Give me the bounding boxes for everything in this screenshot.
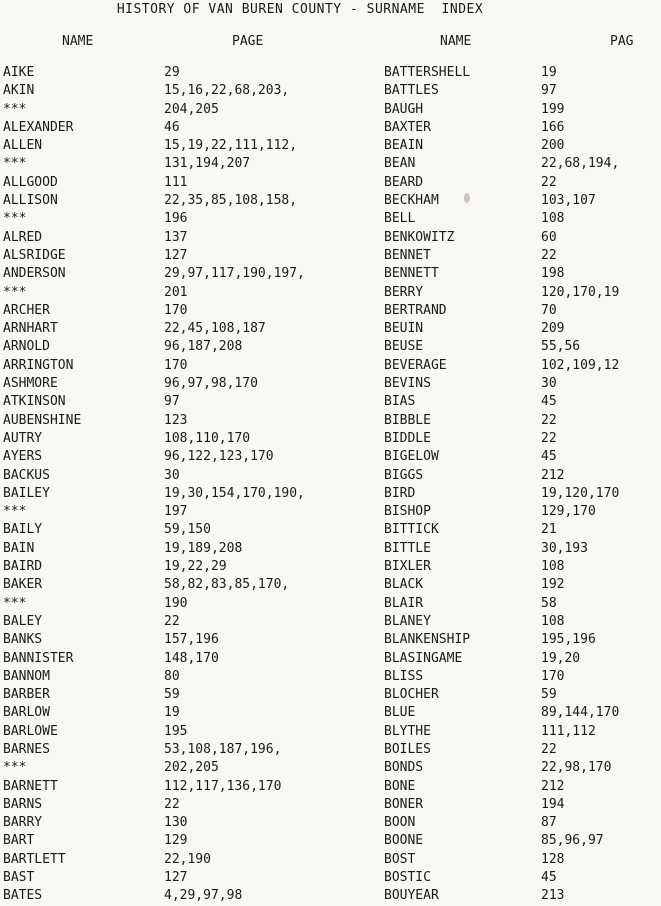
page-reference: 19 <box>541 65 557 80</box>
surname-entry: BLYTHE <box>384 723 431 739</box>
surname-entry: BERRY <box>384 284 424 300</box>
surname-entry: BARLOWE <box>3 723 58 739</box>
column-header-page-right: PAG <box>610 34 634 49</box>
page-reference: 170 <box>164 302 188 318</box>
surname-entry: *** <box>3 211 27 227</box>
page-reference: 137 <box>164 229 188 245</box>
page-reference: 120,170,19 <box>541 284 620 300</box>
page-reference: 194 <box>541 796 565 812</box>
surname-entry: BACKUS <box>3 467 50 483</box>
surname-entry: BENNET <box>384 247 431 263</box>
surname-entry: BIRD <box>384 485 416 501</box>
surname-entry: BLACK <box>384 577 424 593</box>
page-reference: 58 <box>541 595 557 611</box>
page-reference: 85,96,97 <box>541 833 604 849</box>
surname-entry: AIKE <box>3 65 35 80</box>
surname-entry: BANKS <box>3 632 43 648</box>
surname-entry: BEAIN <box>384 138 424 154</box>
surname-entry: *** <box>3 284 27 300</box>
surname-entry: BARRY <box>3 815 43 831</box>
surname-entry: BITTICK <box>384 522 439 538</box>
page-title: HISTORY OF VAN BUREN COUNTY - SURNAME INDEX <box>116 2 484 17</box>
surname-entry: BAIRD <box>3 559 43 575</box>
page-reference: 197 <box>164 504 188 520</box>
surname-entry: BATTERSHELL <box>384 65 471 80</box>
surname-entry: BLOCHER <box>384 687 439 703</box>
surname-entry: BAKER <box>3 577 43 593</box>
surname-entry: ASHMORE <box>3 376 58 392</box>
page-reference: 170 <box>541 668 565 684</box>
surname-entry: BAST <box>3 870 35 886</box>
surname-entry: BECKHAM <box>384 193 439 209</box>
surname-entry: *** <box>3 760 27 776</box>
page-reference: 199 <box>541 101 565 117</box>
surname-entry: BANNOM <box>3 668 50 684</box>
surname-entry: ALLISON <box>3 193 58 209</box>
page-reference: 19,20 <box>541 650 581 666</box>
page-reference: 97 <box>541 83 557 99</box>
surname-entry: BIDDLE <box>384 430 431 446</box>
page-reference: 213 <box>541 888 565 904</box>
right-name-column <box>384 64 534 906</box>
page-reference: 22 <box>541 430 557 446</box>
page-reference: 4,29,97,98 <box>164 888 243 904</box>
column-header-name-right: NAME <box>440 34 472 49</box>
page-reference: 96,122,123,170 <box>164 449 274 465</box>
surname-entry: BOON <box>384 815 416 831</box>
page-reference: 200 <box>541 138 565 154</box>
left-page-column <box>164 64 364 906</box>
right-page-column <box>541 64 661 906</box>
surname-entry: BOSTIC <box>384 870 431 886</box>
page-reference: 102,109,12 <box>541 357 620 373</box>
page-reference: 103,107 <box>541 193 596 209</box>
surname-entry: BONDS <box>384 760 424 776</box>
page-reference: 22,190 <box>164 851 211 867</box>
surname-entry: BAILEY <box>3 485 50 501</box>
page-reference: 29 <box>164 65 180 80</box>
surname-entry: BANNISTER <box>3 650 74 666</box>
page-reference: 204,205 <box>164 101 219 117</box>
page-reference: 201 <box>164 284 188 300</box>
surname-entry: BELL <box>384 211 416 227</box>
page-reference: 22 <box>541 412 557 428</box>
surname-entry: BOILES <box>384 741 431 757</box>
page-reference: 129 <box>164 833 188 849</box>
surname-entry: BEAN <box>384 156 416 172</box>
page-reference: 131,194,207 <box>164 156 251 172</box>
surname-entry: BEARD <box>384 174 424 190</box>
page-reference: 209 <box>541 321 565 337</box>
page-reference: 148,170 <box>164 650 219 666</box>
page-reference: 45 <box>541 449 557 465</box>
surname-entry: BARNES <box>3 741 50 757</box>
page-reference: 15,19,22,111,112, <box>164 138 298 154</box>
surname-entry: ARNOLD <box>3 339 50 355</box>
surname-entry: BENNETT <box>384 266 439 282</box>
surname-entry: ANDERSON <box>3 266 66 282</box>
page-reference: 157,196 <box>164 632 219 648</box>
surname-entry: BARNS <box>3 796 43 812</box>
page-reference: 128 <box>541 851 565 867</box>
surname-entry: BAXTER <box>384 119 431 135</box>
surname-entry: BARNETT <box>3 778 58 794</box>
surname-entry: BARTLETT <box>3 851 66 867</box>
surname-entry: ARCHER <box>3 302 50 318</box>
surname-entry: BALEY <box>3 613 43 629</box>
page-reference: 127 <box>164 247 188 263</box>
surname-entry: BLAIR <box>384 595 424 611</box>
surname-entry: ALEXANDER <box>3 119 74 135</box>
surname-entry: BLANEY <box>384 613 431 629</box>
page-reference: 195,196 <box>541 632 596 648</box>
surname-entry: ARRINGTON <box>3 357 74 373</box>
page-reference: 19,30,154,170,190, <box>164 485 305 501</box>
page-reference: 80 <box>164 668 180 684</box>
surname-entry: BIGELOW <box>384 449 439 465</box>
surname-entry: BIGGS <box>384 467 424 483</box>
surname-entry: BAIN <box>3 540 35 556</box>
surname-entry: BEVERAGE <box>384 357 447 373</box>
page-reference: 29,97,117,190,197, <box>164 266 305 282</box>
page-reference: 97 <box>164 394 180 410</box>
page-reference: 96,187,208 <box>164 339 243 355</box>
surname-entry: *** <box>3 101 27 117</box>
page-reference: 108,110,170 <box>164 430 251 446</box>
surname-entry: ARNHART <box>3 321 58 337</box>
page-reference: 59 <box>541 687 557 703</box>
page-reference: 130 <box>164 815 188 831</box>
surname-entry: BISHOP <box>384 504 431 520</box>
page-reference: 212 <box>541 778 565 794</box>
page-reference: 170 <box>164 357 188 373</box>
surname-entry: BLANKENSHIP <box>384 632 471 648</box>
surname-entry: AYERS <box>3 449 43 465</box>
page-reference: 198 <box>541 266 565 282</box>
surname-entry: ALLEN <box>3 138 43 154</box>
surname-entry: BIXLER <box>384 559 431 575</box>
page-reference: 59,150 <box>164 522 211 538</box>
page-reference: 30 <box>541 376 557 392</box>
surname-entry: BATES <box>3 888 43 904</box>
surname-entry: BART <box>3 833 35 849</box>
surname-entry: BAILY <box>3 522 43 538</box>
page-reference: 96,97,98,170 <box>164 376 258 392</box>
page-reference: 22 <box>541 247 557 263</box>
page-reference: 19,22,29 <box>164 559 227 575</box>
page-reference: 192 <box>541 577 565 593</box>
page-reference: 22,35,85,108,158, <box>164 193 298 209</box>
page-reference: 21 <box>541 522 557 538</box>
surname-entry: BLUE <box>384 705 416 721</box>
surname-entry: *** <box>3 156 27 172</box>
page-reference: 127 <box>164 870 188 886</box>
surname-entry: ALRED <box>3 229 43 245</box>
surname-entry: BOONE <box>384 833 424 849</box>
surname-entry: BAUGH <box>384 101 424 117</box>
surname-entry: BIAS <box>384 394 416 410</box>
page-reference: 166 <box>541 119 565 135</box>
surname-entry: BEUSE <box>384 339 424 355</box>
surname-entry: AUTRY <box>3 430 43 446</box>
page-reference: 59 <box>164 687 180 703</box>
surname-entry: BONER <box>384 796 424 812</box>
page-reference: 111,112 <box>541 723 596 739</box>
surname-entry: BERTRAND <box>384 302 447 318</box>
surname-entry: AUBENSHINE <box>3 412 82 428</box>
page-reference: 19,189,208 <box>164 540 243 556</box>
page-reference: 15,16,22,68,203, <box>164 83 290 99</box>
page-reference: 22,68,194, <box>541 156 620 172</box>
page-reference: 46 <box>164 119 180 135</box>
page-reference: 129,170 <box>541 504 596 520</box>
page-reference: 112,117,136,170 <box>164 778 282 794</box>
page-reference: 108 <box>541 211 565 227</box>
page-reference: 89,144,170 <box>541 705 620 721</box>
surname-entry: *** <box>3 504 27 520</box>
surname-entry: BLASINGAME <box>384 650 463 666</box>
surname-entry: AKIN <box>3 83 35 99</box>
surname-entry: ATKINSON <box>3 394 66 410</box>
page-reference: 196 <box>164 211 188 227</box>
column-header-page-left: PAGE <box>232 34 264 49</box>
page-reference: 123 <box>164 412 188 428</box>
page-reference: 45 <box>541 394 557 410</box>
surname-entry: BENKOWITZ <box>384 229 455 245</box>
page-reference: 30,193 <box>541 540 588 556</box>
page-reference: 70 <box>541 302 557 318</box>
surname-entry: ALLGOOD <box>3 174 58 190</box>
page-reference: 87 <box>541 815 557 831</box>
page-reference: 111 <box>164 174 188 190</box>
page-reference: 22 <box>541 174 557 190</box>
surname-entry: BEVINS <box>384 376 431 392</box>
page-reference: 55,56 <box>541 339 581 355</box>
scan-speck <box>464 193 470 203</box>
page-reference: 58,82,83,85,170, <box>164 577 290 593</box>
page-reference: 22,45,108,187 <box>164 321 266 337</box>
surname-entry: BONE <box>384 778 416 794</box>
page-reference: 45 <box>541 870 557 886</box>
page-reference: 212 <box>541 467 565 483</box>
surname-entry: BARBER <box>3 687 50 703</box>
surname-entry: BLISS <box>384 668 424 684</box>
surname-entry: BOUYEAR <box>384 888 439 904</box>
page-reference: 195 <box>164 723 188 739</box>
page-reference: 53,108,187,196, <box>164 741 282 757</box>
surname-entry: BEUIN <box>384 321 424 337</box>
page-reference: 108 <box>541 613 565 629</box>
page-reference: 108 <box>541 559 565 575</box>
surname-entry: BITTLE <box>384 540 431 556</box>
surname-entry: BATTLES <box>384 83 439 99</box>
page-reference: 202,205 <box>164 760 219 776</box>
page-reference: 22 <box>164 796 180 812</box>
page-reference: 22,98,170 <box>541 760 612 776</box>
page-reference: 22 <box>541 741 557 757</box>
surname-entry: ALSRIDGE <box>3 247 66 263</box>
page-reference: 22 <box>164 613 180 629</box>
page-reference: 60 <box>541 229 557 245</box>
column-header-name-left: NAME <box>62 34 94 49</box>
surname-entry: BARLOW <box>3 705 50 721</box>
page-reference: 30 <box>164 467 180 483</box>
page-reference: 19,120,170 <box>541 485 620 501</box>
page-reference: 190 <box>164 595 188 611</box>
surname-entry: *** <box>3 595 27 611</box>
left-name-column <box>3 64 153 906</box>
surname-entry: BIBBLE <box>384 412 431 428</box>
page-reference: 19 <box>164 705 180 721</box>
surname-entry: BOST <box>384 851 416 867</box>
